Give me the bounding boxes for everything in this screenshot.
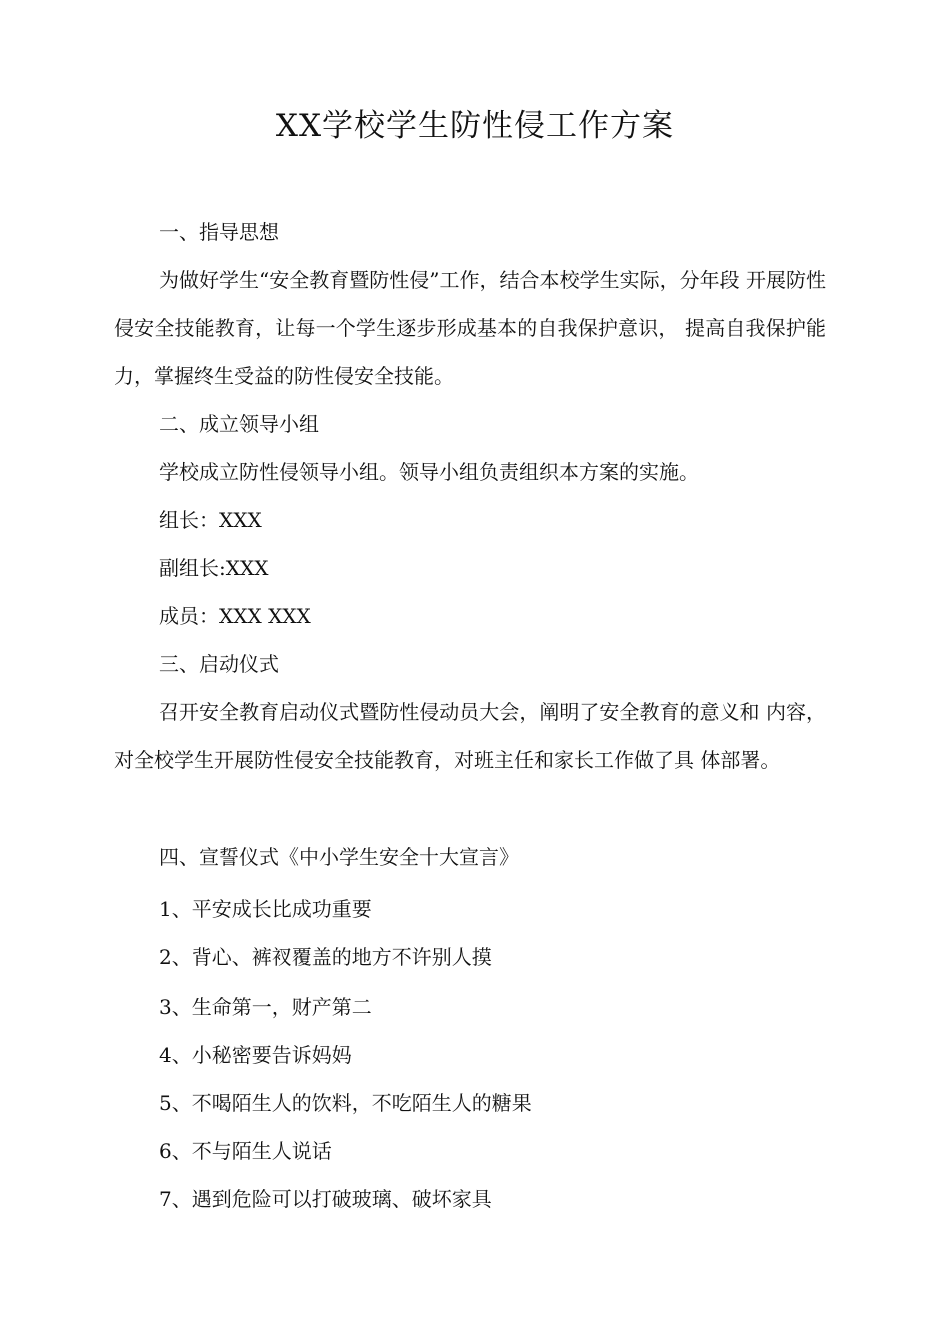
declaration-item: 1、平安成长比成功重要 xyxy=(159,897,372,921)
section-heading-guiding-ideology: 一、指导思想 xyxy=(159,220,279,244)
section-heading-leadership-group: 二、成立领导小组 xyxy=(159,412,319,436)
section-heading-launch-ceremony: 三、启动仪式 xyxy=(159,652,279,676)
declaration-item: 2、背心、裤衩覆盖的地方不许别人摸 xyxy=(159,945,492,969)
members-line: 成员：XXX XXX xyxy=(159,604,311,628)
launch-ceremony-paragraph: 召开安全教育启动仪式暨防性侵动员大会，阐明了安全教育的意义和 内容，对全校学生开展防性侵安全技能教育，对班主任和家长工作做了具 体部署。 xyxy=(114,700,826,772)
declaration-item: 4、小秘密要告诉妈妈 xyxy=(159,1043,352,1067)
declaration-item: 7、遇到危险可以打破玻璃、破坏家具 xyxy=(159,1187,492,1211)
deputy-leader-line: 副组长:XXX xyxy=(159,556,269,580)
leadership-group-paragraph: 学校成立防性侵领导小组。领导小组负责组织本方案的实施。 xyxy=(159,460,699,484)
guiding-ideology-paragraph: 为做好学生“安全教育暨防性侵”工作，结合本校学生实际，分年段 开展防性侵安全技能教育，让每一个学生逐步形成基本的自我保护意识， 提高自我保护能力，掌握终生受益的防性侵安全技能。 xyxy=(114,268,826,388)
document-title: XX学校学生防性侵工作方案 xyxy=(275,108,675,144)
declaration-item: 6、不与陌生人说话 xyxy=(159,1139,332,1163)
declaration-item: 5、不喝陌生人的饮料，不吃陌生人的糖果 xyxy=(159,1091,532,1115)
declaration-item: 3、生命第一，财产第二 xyxy=(159,995,372,1019)
group-leader-line: 组长：XXX xyxy=(159,508,262,532)
section-heading-oath-ceremony: 四、宣誓仪式《中小学生安全十大宣言》 xyxy=(159,845,519,869)
